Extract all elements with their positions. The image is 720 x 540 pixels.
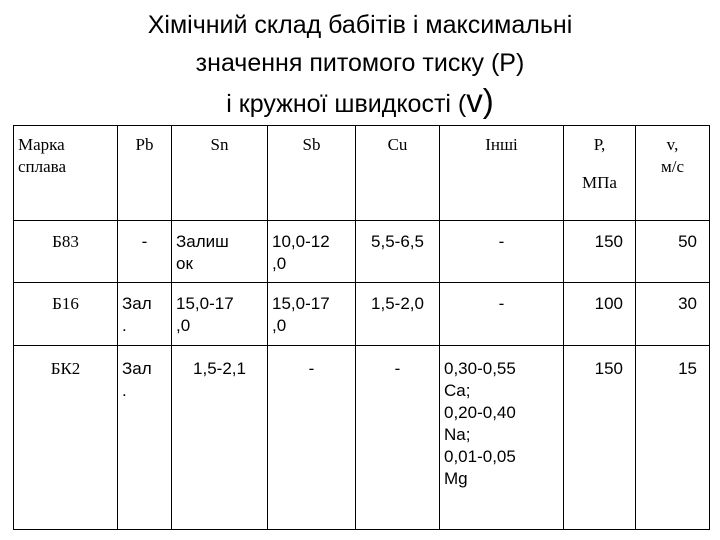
cell-pb-line1: Зал — [122, 294, 152, 313]
slide-title — [0, 6, 720, 123]
header-sn: Sn — [172, 126, 268, 221]
cell-speed: 15 — [636, 346, 710, 530]
table-row — [14, 283, 710, 346]
header-speed-line2: м/с — [660, 157, 685, 176]
cell-alloy-grade: Б16 — [14, 283, 118, 346]
cell-sb: - — [268, 346, 356, 530]
cell-alloy-grade: БК2 — [14, 346, 118, 530]
header-speed-line1: v, — [666, 135, 679, 154]
title-line-3-text: і кружної швидкості ( — [226, 90, 467, 118]
cell-sn: 1,5-2,1 — [172, 346, 268, 530]
cell-cu: 5,5-6,5 — [356, 221, 440, 283]
cell-speed: 50 — [636, 221, 710, 283]
cell-other-line1: 0,30-0,55 — [444, 359, 516, 378]
cell-other-line2: Ca; — [444, 381, 471, 400]
cell-pressure: 150 — [564, 346, 636, 530]
cell-sn — [172, 221, 268, 283]
cell-pb — [118, 283, 172, 346]
cell-sb-line1: 15,0-17 — [272, 294, 330, 313]
cell-other-line6: Mg — [444, 469, 468, 488]
cell-sb — [268, 221, 356, 283]
header-alloy-grade-line1: Марка — [18, 135, 65, 154]
table-row — [14, 221, 710, 283]
header-speed — [636, 126, 710, 221]
cell-sb-line2: ,0 — [272, 254, 287, 273]
table-row — [14, 346, 710, 530]
cell-sb-line1: 10,0-12 — [272, 232, 330, 251]
cell-alloy-grade: Б83 — [14, 221, 118, 283]
cell-pb-line1: Зал — [122, 359, 152, 378]
cell-other: - — [440, 283, 564, 346]
cell-other: - — [440, 221, 564, 283]
cell-cu: - — [356, 346, 440, 530]
header-pressure — [564, 126, 636, 221]
header-cu: Cu — [356, 126, 440, 221]
cell-other-line5: 0,01-0,05 — [444, 447, 516, 466]
header-alloy-grade — [14, 126, 118, 221]
cell-pb — [118, 346, 172, 530]
cell-sn-line2: ок — [176, 254, 193, 273]
cell-other-line3: 0,20-0,40 — [444, 403, 516, 422]
cell-pressure: 150 — [564, 221, 636, 283]
title-line-2: значення питомого тиску (Р) — [195, 49, 525, 77]
cell-cu: 1,5-2,0 — [356, 283, 440, 346]
cell-pressure: 100 — [564, 283, 636, 346]
header-pressure-line1: Р, — [593, 135, 606, 154]
header-alloy-grade-line2: сплава — [18, 157, 67, 176]
cell-other-line4: Na; — [444, 425, 471, 444]
title-line-1: Хімічний склад бабітів і максимальні — [147, 11, 573, 39]
cell-speed: 30 — [636, 283, 710, 346]
cell-sb — [268, 283, 356, 346]
header-other: Інші — [440, 126, 564, 221]
cell-sn-line2: ,0 — [176, 316, 191, 335]
header-pressure-line2: МПа — [582, 173, 617, 192]
cell-pb-line2: . — [122, 381, 127, 400]
header-pb: Pb — [118, 126, 172, 221]
cell-sn-line1: Залиш — [176, 232, 229, 251]
header-sb: Sb — [268, 126, 356, 221]
cell-pb-line2: . — [122, 316, 127, 335]
title-line-3-close: ) — [482, 82, 494, 119]
babbitt-composition-table — [13, 125, 710, 530]
cell-pb: - — [118, 221, 172, 283]
cell-other — [440, 346, 564, 530]
cell-sn-line1: 15,0-17 — [176, 294, 234, 313]
cell-sn — [172, 283, 268, 346]
table-header-row — [14, 126, 710, 221]
cell-sb-line2: ,0 — [272, 316, 287, 335]
title-velocity-symbol: v — [466, 82, 483, 119]
title-line-3 — [0, 82, 720, 123]
